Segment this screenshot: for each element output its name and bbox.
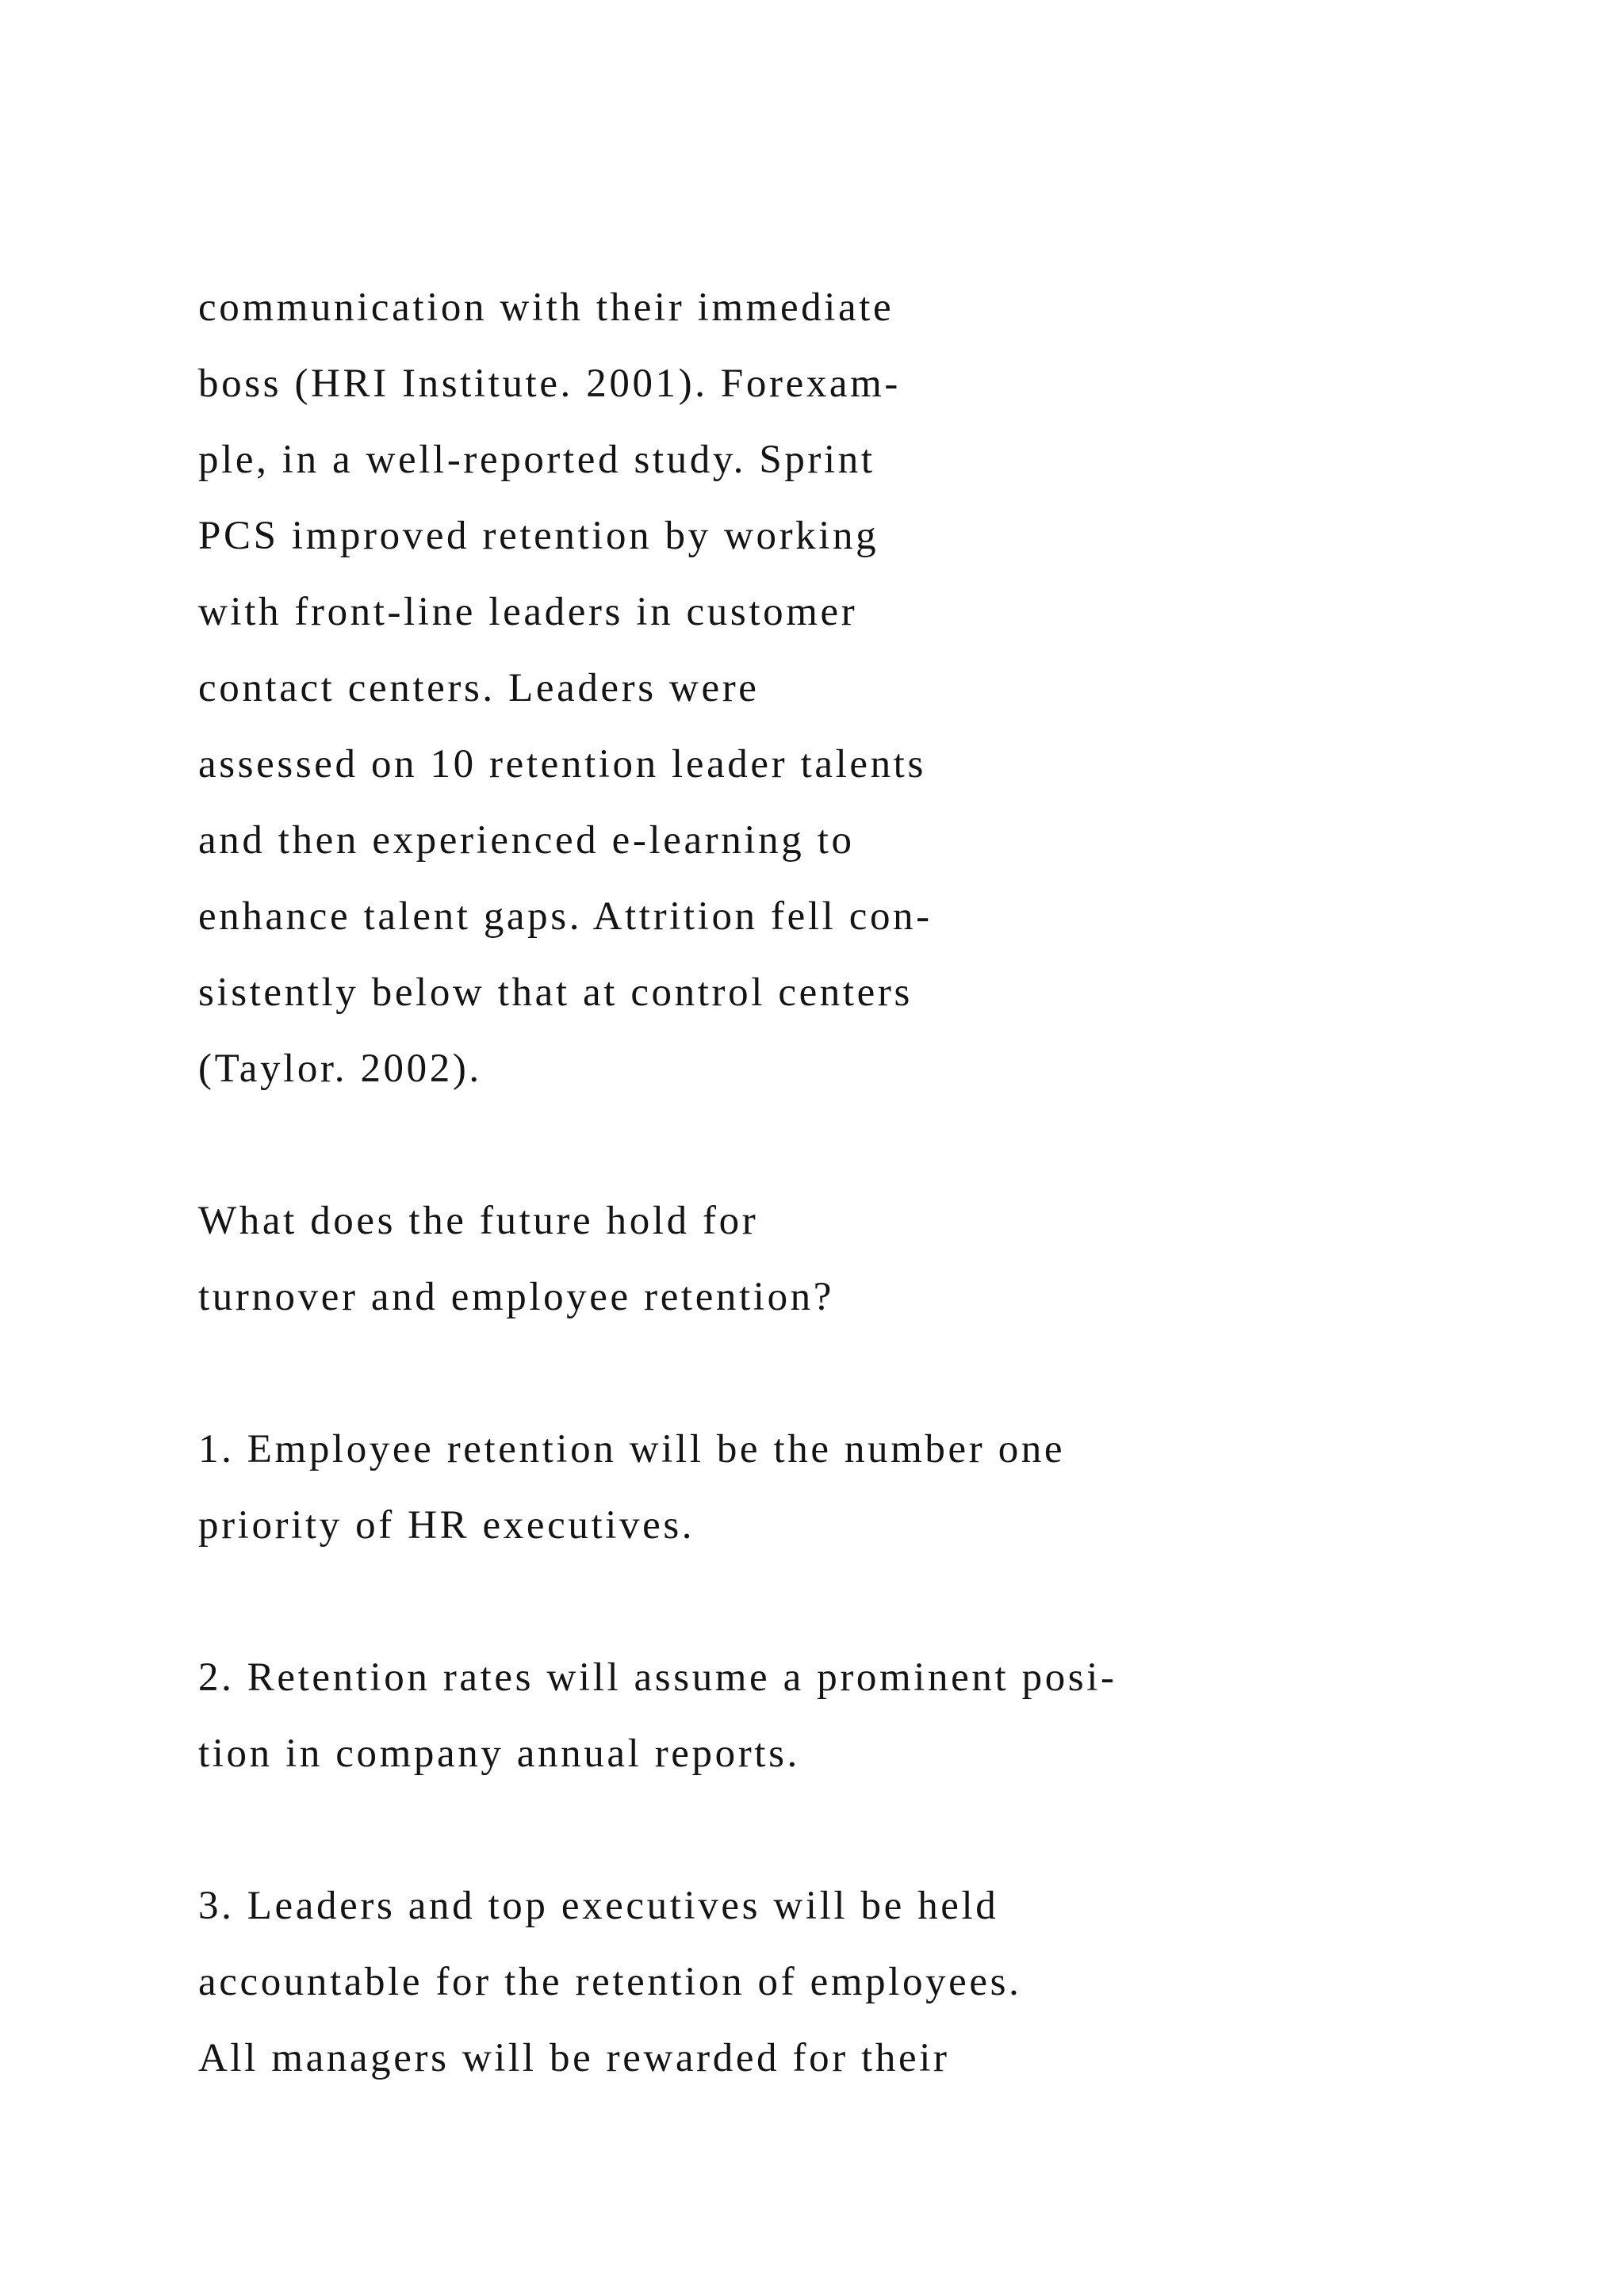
text-line: tion in company annual reports.: [198, 1732, 800, 1776]
text-line: boss (HRI Institute. 2001). Forexam-: [198, 362, 902, 406]
text-line: with front-line leaders in customer: [198, 590, 858, 634]
paragraph-future-question: [198, 1183, 1499, 1335]
text-line: communication with their immediate: [198, 285, 894, 330]
text-line: sistently below that at control centers: [198, 970, 913, 1015]
text-line: 2. Retention rates will assume a prominent posi-: [198, 1655, 1117, 1700]
text-line: All managers will be rewarded for their: [198, 2036, 950, 2080]
text-line: and then experienced e-learning to: [198, 818, 855, 863]
text-line: turnover and employee retention?: [198, 1275, 835, 1319]
list-item-3: [198, 1868, 1499, 2096]
list-item-1: [198, 1411, 1499, 1563]
list-item-2: [198, 1640, 1499, 1792]
text-line: 1. Employee retention will be the number one: [198, 1427, 1066, 1471]
text-line: assessed on 10 retention leader talents: [198, 742, 926, 786]
text-line: PCS improved retention by working: [198, 514, 879, 558]
text-line: ple, in a well-reported study. Sprint: [198, 438, 875, 482]
text-line: priority of HR executives.: [198, 1503, 695, 1548]
body-text: [198, 270, 1499, 2096]
paragraph-retention-study: [198, 270, 1499, 1107]
text-line: (Taylor. 2002).: [198, 1047, 482, 1091]
paragraph-gap: [198, 1792, 1499, 1868]
paragraph-gap: [198, 1563, 1499, 1640]
paragraph-gap: [198, 1335, 1499, 1411]
paragraph-gap: [198, 1107, 1499, 1183]
text-line: What does the future hold for: [198, 1199, 759, 1243]
text-line: enhance talent gaps. Attrition fell con-: [198, 894, 933, 939]
text-line: accountable for the retention of employees.: [198, 1960, 1022, 2004]
text-line: 3. Leaders and top executives will be held: [198, 1884, 999, 1928]
text-line: contact centers. Leaders were: [198, 666, 760, 710]
